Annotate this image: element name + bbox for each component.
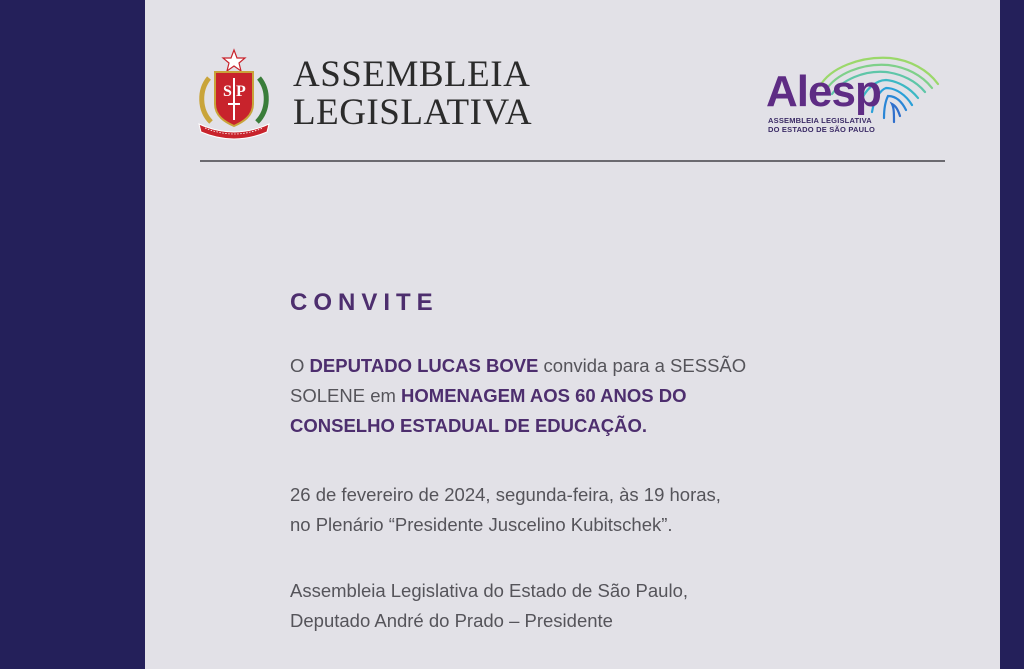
text-segment: O bbox=[290, 355, 310, 376]
assembleia-legislativa-wordmark bbox=[293, 56, 532, 132]
invite-line-3 bbox=[290, 411, 790, 441]
alesp-logo-subtitle bbox=[768, 116, 875, 134]
wordmark-line-2: LEGISLATIVA bbox=[293, 92, 533, 133]
date-line: 26 de fevereiro de 2024, segunda-feira, às 19 horas, bbox=[290, 484, 721, 505]
text-segment: convida para a SESSÃO bbox=[538, 355, 747, 376]
invite-paragraph-date bbox=[290, 480, 790, 540]
homage-title-part-2: CONSELHO ESTADUAL DE EDUCAÇÃO. bbox=[290, 415, 648, 436]
invitation-card bbox=[145, 0, 1000, 669]
invite-paragraph-main bbox=[290, 351, 790, 441]
sao-paulo-coat-of-arms-icon bbox=[195, 48, 273, 140]
homage-title-part-1: HOMENAGEM AOS 60 ANOS DO bbox=[401, 385, 687, 406]
wordmark-line-1: ASSEMBLEIA bbox=[293, 54, 531, 95]
alesp-subtitle-line-1: ASSEMBLEIA LEGISLATIVA bbox=[768, 116, 872, 125]
president-line: Deputado André do Prado – Presidente bbox=[290, 610, 613, 631]
deputy-name: DEPUTADO LUCAS BOVE bbox=[309, 355, 539, 376]
invite-paragraph-signature bbox=[290, 576, 790, 636]
svg-text:S: S bbox=[223, 83, 232, 100]
left-frame-band bbox=[0, 0, 145, 669]
institution-line: Assembleia Legislativa do Estado de São Paulo, bbox=[290, 580, 689, 601]
alesp-logo bbox=[760, 48, 945, 140]
invite-line-1 bbox=[290, 351, 790, 381]
invite-line-2 bbox=[290, 381, 790, 411]
right-frame-band bbox=[1000, 0, 1024, 669]
text-segment: SOLENE em bbox=[290, 385, 402, 406]
header-divider bbox=[200, 160, 945, 162]
alesp-subtitle-line-2: DO ESTADO DE SÃO PAULO bbox=[768, 125, 876, 134]
venue-line: no Plenário “Presidente Juscelino Kubitschek”. bbox=[290, 514, 673, 535]
alesp-logo-text: Alesp bbox=[766, 67, 881, 116]
svg-text:P: P bbox=[236, 83, 246, 100]
invite-title: CONVITE bbox=[290, 289, 439, 316]
